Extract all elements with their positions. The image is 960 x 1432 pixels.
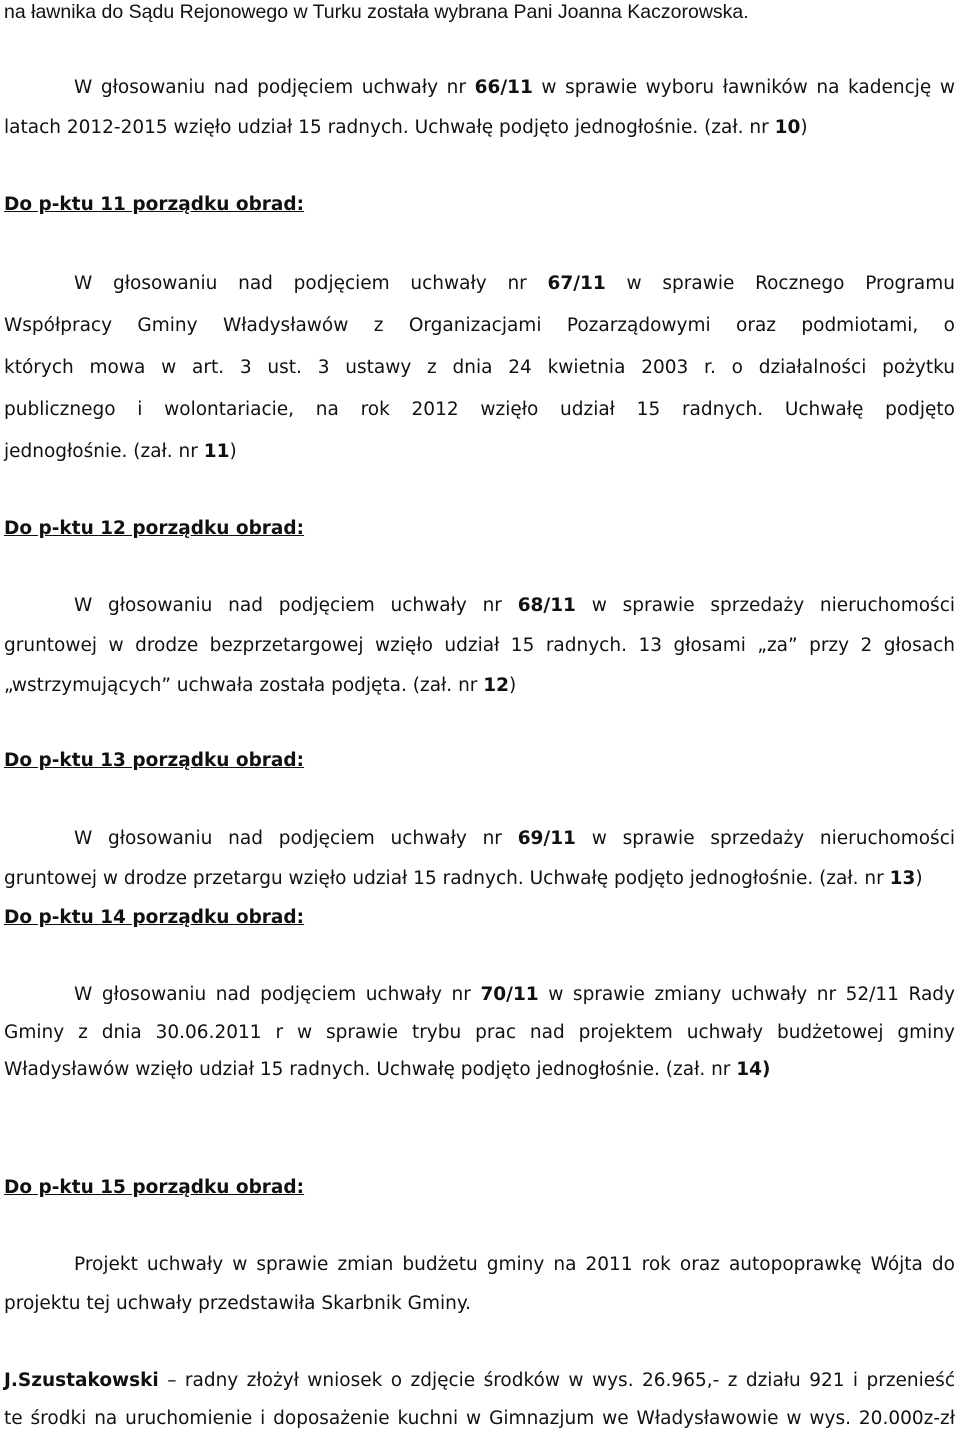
text-line: latach 2012-2015 wzięło udział 15 radnych. Uchwałę podjęto jednogłośnie. (zał. nr 10)	[4, 117, 808, 138]
text-line: Projekt uchwały w sprawie zmian budżetu gminy na 2011 rok oraz autopoprawkę Wójta do	[74, 1254, 955, 1275]
text-line: W głosowaniu nad podjęciem uchwały nr 70/11 w sprawie zmiany uchwały nr 52/11 Rady	[74, 984, 955, 1005]
text-line: projektu tej uchwały przedstawiła Skarbnik Gminy.	[4, 1293, 472, 1314]
text-line: „wstrzymujących” uchwała została podjęta. (zał. nr 12)	[4, 675, 517, 696]
speaker-name: J.Szustakowski	[4, 1370, 159, 1391]
section-heading: Do p-ktu 12 porządku obrad:	[4, 518, 305, 539]
section-heading: Do p-ktu 15 porządku obrad:	[4, 1177, 305, 1198]
text-line: publicznego i wolontariacie, na rok 2012 wzięło udział 15 radnych. Uchwałę podjęto	[4, 399, 955, 420]
text-line: W głosowaniu nad podjęciem uchwały nr 67/11 w sprawie Rocznego Programu	[74, 273, 955, 294]
text-line: te środki na uruchomienie i doposażenie kuchni w Gimnazjum we Władysławowie w wys. 20.000z-zł	[4, 1408, 955, 1429]
section-heading: Do p-ktu 14 porządku obrad:	[4, 907, 305, 928]
text-line: gruntowej w drodze przetargu wzięło udział 15 radnych. Uchwałę podjęto jednogłośnie. (zał. nr 13)	[4, 868, 923, 889]
text-line: W głosowaniu nad podjęciem uchwały nr 69/11 w sprawie sprzedaży nieruchomości	[74, 828, 955, 849]
text-line: jednogłośnie. (zał. nr 11)	[4, 441, 237, 462]
text-line: gruntowej w drodze bezprzetargowej wzięło udział 15 radnych. 13 głosami „za” przy 2 głosach	[4, 635, 955, 656]
text-line: na ławnika do Sądu Rejonowego w Turku została wybrana Pani Joanna Kaczorowska.	[4, 1, 749, 23]
text-line: J.Szustakowski – radny złożył wniosek o zdjęcie środków w wys. 26.965,- z działu 921 i przenieść	[4, 1370, 955, 1391]
text-line: Współpracy Gminy Władysławów z Organizacjami Pozarządowymi oraz podmiotami, o	[4, 315, 955, 336]
section-heading: Do p-ktu 13 porządku obrad:	[4, 750, 305, 771]
text-line: W głosowaniu nad podjęciem uchwały nr 68/11 w sprawie sprzedaży nieruchomości	[74, 595, 955, 616]
text-line: których mowa w art. 3 ust. 3 ustawy z dnia 24 kwietnia 2003 r. o działalności pożytku	[4, 357, 955, 378]
section-heading: Do p-ktu 11 porządku obrad:	[4, 194, 305, 215]
text-line: W głosowaniu nad podjęciem uchwały nr 66/11 w sprawie wyboru ławników na kadencję w	[74, 77, 956, 98]
text-line: Władysławów wzięło udział 15 radnych. Uchwałę podjęto jednogłośnie. (zał. nr 14)	[4, 1059, 771, 1080]
text-line: Gminy z dnia 30.06.2011 r w sprawie trybu prac nad projektem uchwały budżetowej gminy	[4, 1022, 955, 1043]
